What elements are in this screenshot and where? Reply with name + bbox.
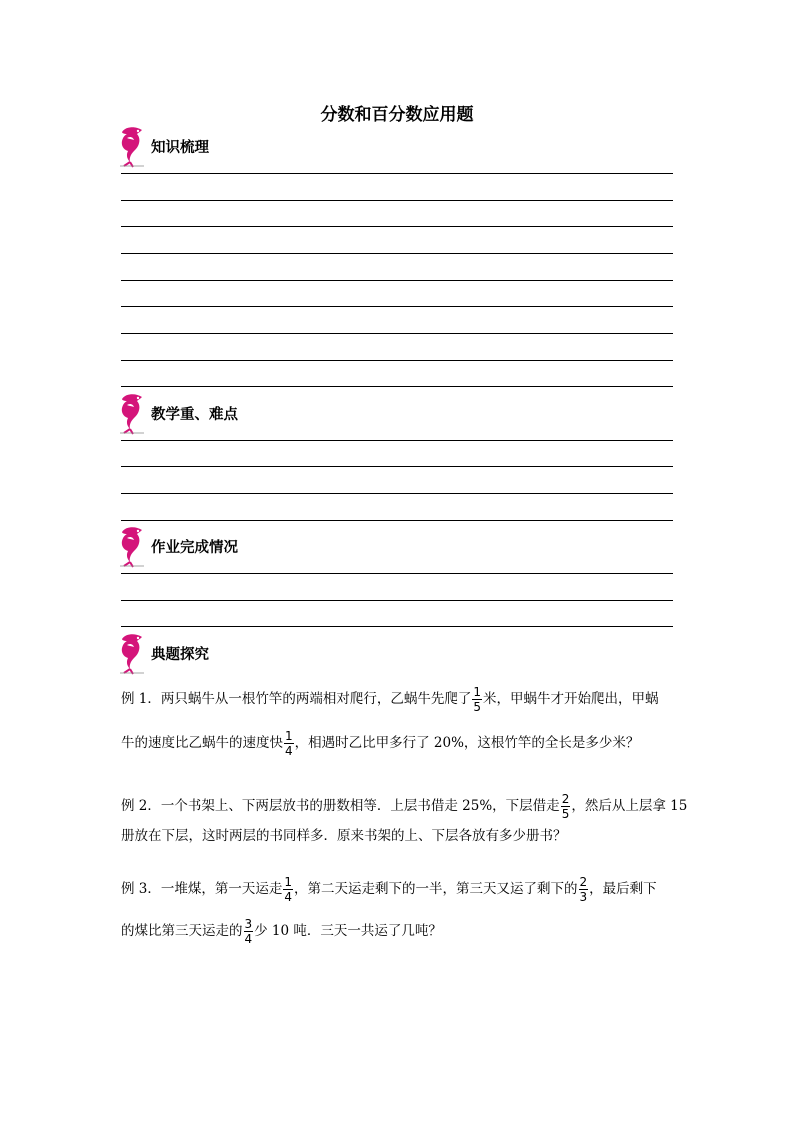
write-line[interactable] (121, 360, 673, 361)
fraction (283, 876, 293, 903)
fraction (561, 793, 571, 820)
section-label: 作业完成情况 (151, 540, 238, 556)
text-run: ，最后剩下 (589, 881, 657, 897)
denominator: 4 (285, 744, 293, 758)
dolphin-icon (118, 631, 146, 677)
example-3-line-2 (121, 918, 442, 945)
write-line[interactable] (121, 200, 673, 201)
write-line[interactable] (121, 386, 673, 387)
denominator: 5 (561, 807, 570, 821)
text-run: ，然后从上层拿 15 (571, 798, 688, 814)
denominator: 5 (473, 700, 482, 714)
text-run: 的煤比第三天运走的 (121, 923, 243, 939)
fraction (244, 918, 254, 945)
dolphin-icon (118, 391, 146, 437)
write-line[interactable] (121, 253, 673, 254)
section-label: 典题探究 (151, 647, 209, 663)
write-line[interactable] (121, 520, 673, 521)
write-line[interactable] (121, 626, 673, 627)
text-run: ，相遇时乙比甲多行了 20%，这根竹竿的全长是多少米？ (294, 735, 640, 751)
write-line[interactable] (121, 280, 673, 281)
dolphin-icon (118, 524, 146, 570)
section-examples-heading (118, 631, 418, 677)
write-line[interactable] (121, 306, 673, 307)
write-line[interactable] (121, 466, 673, 467)
text-run: 牛的速度比乙蜗牛的速度快 (121, 735, 283, 751)
text-run: 例 1．两只蜗牛从一根竹竿的两端相对爬行，乙蜗牛先爬了 (121, 691, 472, 707)
section-label: 教学重、难点 (151, 407, 238, 423)
write-line[interactable] (121, 493, 673, 494)
example-3-line-1 (121, 876, 657, 903)
page-title: 分数和百分数应用题 (320, 105, 474, 125)
numerator: 2 (561, 792, 570, 806)
numerator: 1 (284, 875, 293, 889)
denominator: 3 (579, 890, 588, 904)
numerator: 2 (579, 875, 588, 889)
text-run: 册放在下层，这时两层的书同样多．原来书架的上、下层各放有多少册书？ (121, 828, 567, 844)
numerator: 1 (285, 729, 293, 743)
denominator: 4 (244, 932, 253, 946)
text-run: 例 2．一个书架上、下两层放书的册数相等．上层书借走 25%，下层借走 (121, 798, 560, 814)
fraction (284, 730, 294, 757)
write-line[interactable] (121, 573, 673, 574)
section-homework-heading (118, 524, 418, 570)
text-run: 米，甲蜗牛才开始爬出，甲蜗 (483, 691, 659, 707)
numerator: 3 (244, 917, 253, 931)
fraction (472, 686, 482, 713)
numerator: 1 (473, 685, 482, 699)
dolphin-icon (118, 124, 146, 170)
write-line[interactable] (121, 333, 673, 334)
write-line[interactable] (121, 226, 673, 227)
example-2-line-2 (121, 826, 567, 846)
section-knowledge-heading (118, 124, 418, 170)
example-2-line-1 (121, 793, 687, 820)
section-key-points-heading (118, 391, 418, 437)
section-label: 知识梳理 (151, 140, 209, 156)
fraction (579, 876, 589, 903)
write-line[interactable] (121, 440, 673, 441)
denominator: 4 (284, 890, 293, 904)
write-line[interactable] (121, 600, 673, 601)
text-run: 少 10 吨．三天一共运了几吨？ (254, 923, 442, 939)
text-run: ，第二天运走剩下的一半，第三天又运了剩下的 (294, 881, 578, 897)
example-1-line-2 (121, 730, 639, 757)
text-run: 例 3．一堆煤，第一天运走 (121, 881, 283, 897)
example-1-line-1 (121, 686, 659, 713)
write-line[interactable] (121, 173, 673, 174)
